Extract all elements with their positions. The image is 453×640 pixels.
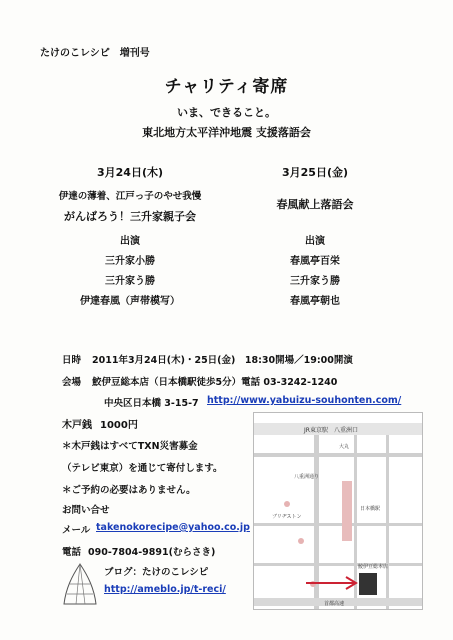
bamboo-shoot-illustration xyxy=(58,560,102,608)
map-street-label: 八重洲通り xyxy=(294,474,320,480)
fee-value: 1000円 xyxy=(100,420,138,431)
day1-performer: 三升家小勝 xyxy=(105,256,155,267)
day2-performer: 三升家う勝 xyxy=(290,276,340,287)
day1-date: 3月24日(木) xyxy=(96,166,164,179)
map-station-label: JR東京駅 八重洲口 xyxy=(304,427,358,434)
map-highway-label: 首都高速 xyxy=(324,601,345,607)
day2-performer: 春風亭朝也 xyxy=(290,296,340,307)
page-title: チャリティ寄席 xyxy=(164,77,289,97)
datetime-value: 2011年3月24日(木)・25日(金) 18:30開場／19:00開演 xyxy=(92,355,353,366)
event-description: 東北地方太平洋沖地震 支援落語会 xyxy=(142,126,311,139)
day2-date: 3月25日(金) xyxy=(281,166,349,179)
phone-value: 090-7804-9891(むらさき) xyxy=(88,547,216,558)
map-highlight-block xyxy=(342,481,352,541)
day2-cast-label: 出演 xyxy=(305,236,325,247)
day1-cast-label: 出演 xyxy=(120,236,140,247)
publisher-label: たけのこレシピ 増刊号 xyxy=(40,48,150,59)
blog-label: ブログ：たけのこレシピ xyxy=(104,567,209,578)
fee-label: 木戸銭 xyxy=(62,420,92,431)
day1-performer: 伊達春風（声帯模写） xyxy=(80,296,180,307)
note-reservation: ＊ご予約の必要はありません。 xyxy=(62,485,196,496)
day1-tagline: 伊達の薄着、江戸っ子のやせ我慢 xyxy=(58,191,202,202)
map-route-arrow-icon xyxy=(304,573,364,593)
day1-performer: 三升家う勝 xyxy=(105,276,155,287)
note-donation: ＊木戸銭はすべてTXN災害募金 xyxy=(62,441,198,452)
map-exit-label: 日本橋駅 xyxy=(360,506,381,512)
subtitle: いま、できること。 xyxy=(177,106,276,119)
map-daimaru-label: 大丸 xyxy=(339,444,350,450)
datetime-label: 日時 xyxy=(62,355,82,366)
mail-link[interactable]: takenokorecipe@yahoo.co.jp xyxy=(96,522,250,533)
map-landmark-marker xyxy=(284,501,290,507)
mail-label: メール xyxy=(62,525,91,536)
phone-label: 電話 xyxy=(62,547,82,558)
day2-performer: 春風亭百栄 xyxy=(290,256,340,267)
venue-value: 鮫伊豆総本店（日本橋駅徒歩5分）電話 03-3242-1240 xyxy=(92,377,338,388)
map-bridgestone-label: ブリヂストン xyxy=(272,514,302,520)
day1-program: がんばろう！三升家親子会 xyxy=(64,210,196,223)
note-donation-cont: （テレビ東京）を通じて寄付します。 xyxy=(62,463,223,474)
day2-program: 春風献上落語会 xyxy=(276,198,354,211)
map-landmark-marker xyxy=(298,538,304,544)
venue-label: 会場 xyxy=(62,377,82,388)
venue-address: 中央区日本橋 3-15-7 xyxy=(104,398,199,409)
contact-label: お問い合せ xyxy=(62,505,110,516)
map-venue-label: 鮫伊豆総本店 xyxy=(358,564,389,570)
blog-link[interactable]: http://ameblo.jp/t-reci/ xyxy=(104,584,226,595)
venue-map xyxy=(253,412,423,610)
venue-website-link[interactable]: http://www.yabuizu-souhonten.com/ xyxy=(207,395,402,406)
